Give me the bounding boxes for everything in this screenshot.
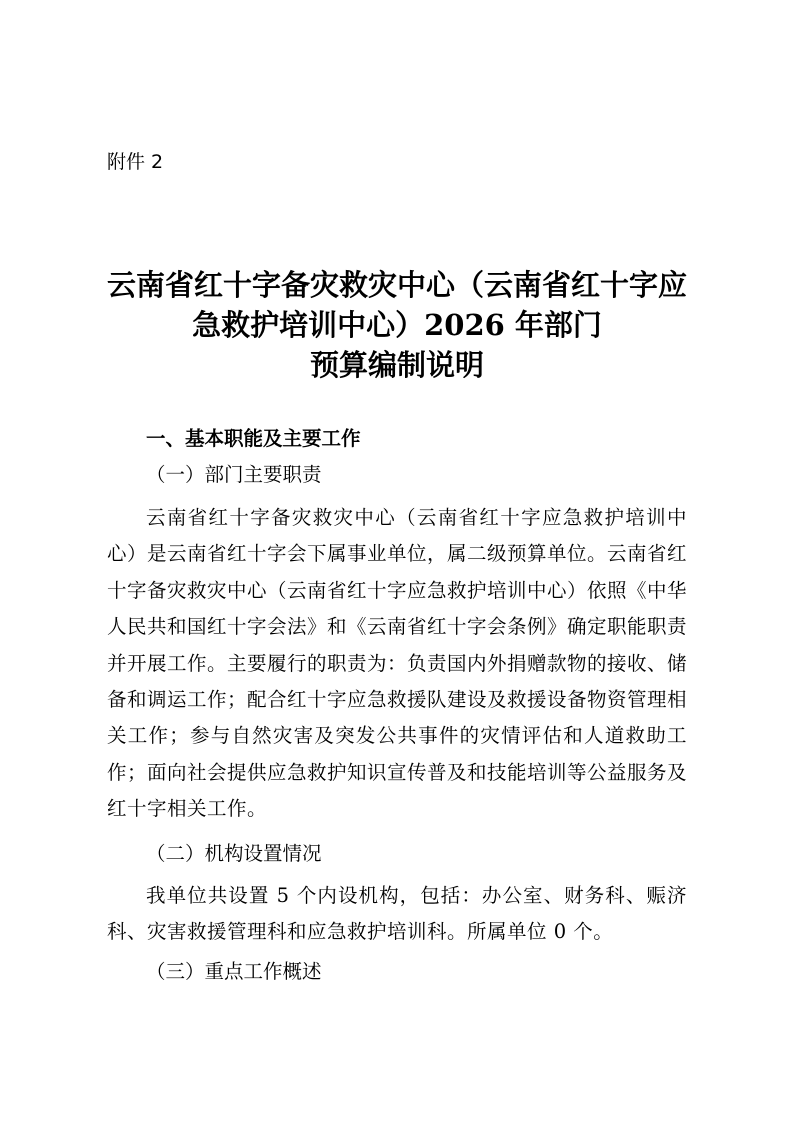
- paragraph-organization: 我单位共设置 5 个内设机构，包括：办公室、财务科、赈济科、灾害救援管理科和应急救护培训科。所属单位 0 个。: [107, 884, 687, 944]
- document-title-line-1: 云南省红十字备灾救灾中心（云南省红十字应: [106, 268, 687, 302]
- document-title-line-2: 急救护培训中心）2026 年部门: [192, 308, 602, 342]
- section-heading-basic-functions: 一、基本职能及主要工作: [146, 427, 361, 450]
- subheading-main-duties: （一）部门主要职责: [146, 463, 322, 486]
- subheading-key-work: （三）重点工作概述: [146, 960, 322, 983]
- paragraph-main-duties: 云南省红十字备灾救灾中心（云南省红十字应急救护培训中心）是云南省红十字会下属事业单位，属二级预算单位。云南省红十字备灾救灾中心（云南省红十字应急救护培训中心）依照《中华人民共和国红十字会法》和《云南省红十字会条例》确定职能职责并开展工作。主要履行的职责为：负责国内外捐赠款物的接收、储备和调运工作；配合红十字应急救援队建设及救援设备物资管理相关工作；参与自然灾害及突发公共事件的灾情评估和人道救助工作；面向社会提供应急救护知识宣传普及和技能培训等公益服务及红十字相关工作。: [107, 506, 688, 821]
- subheading-organization: （二）机构设置情况: [146, 842, 322, 865]
- attachment-label: 附件 2: [107, 151, 164, 173]
- document-title-line-3: 预算编制说明: [309, 348, 484, 382]
